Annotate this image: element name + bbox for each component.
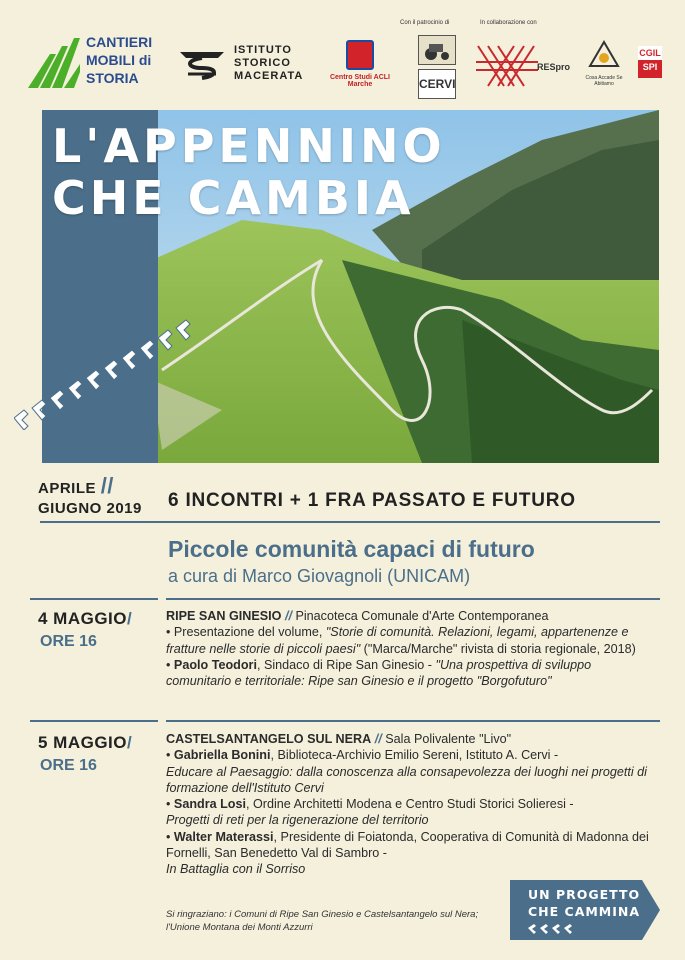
cantieri-bars-icon <box>28 36 80 88</box>
speaker-role: , Presidente di Foiatonda, Cooperativa di Comunità di Madonna dei Fornelli, San Benedetto Val di Sambro - <box>166 829 649 861</box>
date-slash: / <box>127 733 133 752</box>
chevron-arrow-icon <box>14 300 194 430</box>
period-separator: // <box>100 473 114 498</box>
period-label <box>38 473 142 519</box>
acli-emblem-icon <box>346 40 374 70</box>
speaker-role: , Sindaco di Ripe San Ginesio - <box>256 657 436 672</box>
talk-title: Progetti di reti per la rigenerazione del territorio <box>166 813 429 828</box>
talk-title: In Battaglia con il Sorriso <box>166 862 306 877</box>
speaker-name: Sandra Losi <box>173 797 247 812</box>
hero-title-line1: L'APPENNINO <box>52 119 446 173</box>
event-venue: Pinacoteca Comunale d'Arte Contemporanea <box>295 609 549 623</box>
event-date <box>38 733 132 753</box>
section-title: Piccole comunità capaci di futuro <box>168 536 535 562</box>
acli-label: Centro Studi ACLI Marche <box>329 74 390 88</box>
acli-logo <box>320 40 400 90</box>
event-details <box>166 608 652 689</box>
cantieri-line1: CANTIERI <box>86 34 153 50</box>
divider <box>30 720 158 722</box>
cgil-label: CGIL <box>639 48 661 58</box>
bullet: • <box>166 748 174 763</box>
bullet: • <box>166 829 174 844</box>
event-location: RIPE SAN GINESIO <box>166 609 282 623</box>
respro-logo <box>474 40 570 92</box>
divider <box>166 598 660 600</box>
cosa-accade-logo <box>584 40 624 92</box>
divider <box>40 521 660 523</box>
cgil-spi-logo <box>638 46 662 78</box>
separator-mark: // <box>284 609 292 623</box>
cosa-accade-icon <box>584 40 624 70</box>
thanks-note: Si ringraziano: i Comuni di Ripe San Ginesio e Castelsantangelo sul Nera; l'Unione Montana dei Monti Azzurri <box>166 909 479 933</box>
cervi-tractor-icon <box>418 35 456 65</box>
istituto-emblem-icon <box>178 46 226 80</box>
cosa-accade-label: Cosa Accade Se Abitiamo <box>585 75 623 87</box>
patrocinio-label: Con il patrocinio di <box>400 20 450 26</box>
istituto-line3: MACERATA <box>234 70 304 82</box>
cervi-logo <box>418 35 454 97</box>
cantieri-mobili-logo <box>28 30 158 90</box>
speaker-role: , Biblioteca-Archivio Emilio Sereni, Istituto A. Cervi - <box>270 748 559 763</box>
event-details <box>166 731 652 878</box>
project-badge <box>510 880 660 940</box>
respro-lines-icon <box>474 40 540 92</box>
talk-title: Educare al Paesaggio: dalla conoscenza alla consapevolezza dei luoghi nei progetti di formazione dell'Istituto Cervi <box>166 764 647 795</box>
talk-title: "Una prospettiva di sviluppo comunitario e territoriale: Ripe san Ginesio e il progetto "Borgofuturo" <box>166 657 592 689</box>
event-location: CASTELSANTANGELO SUL NERA <box>166 732 372 746</box>
collaborazione-label: In collaborazione con <box>480 20 537 26</box>
event-venue: Sala Polivalente "Livo" <box>385 732 512 746</box>
item-tail: ("Marca/Marche" rivista di storia regionale, 2018) <box>360 641 636 656</box>
istituto-line1: ISTITUTO <box>234 44 292 56</box>
event-date <box>38 609 132 629</box>
bullet: • <box>166 797 174 812</box>
period-line1: APRILE <box>38 480 97 497</box>
istituto-line2: STORICO <box>234 57 291 69</box>
date-slash: / <box>127 609 133 628</box>
cantieri-line2: MOBILI di <box>86 52 152 68</box>
speaker-role: , Ordine Architetti Modena e Centro Studi Storici Solieresi - <box>246 797 574 812</box>
badge-line1: UN PROGETTO <box>528 887 641 902</box>
separator-mark: // <box>374 732 382 746</box>
event-time: ORE 16 <box>40 757 97 774</box>
divider <box>30 598 158 600</box>
hero-title <box>52 120 446 224</box>
period-line2: GIUGNO 2019 <box>38 500 142 517</box>
book-title: "Storie di comunità. Relazioni, legami, appartenenze e fratture nelle storie di piccoli paesi" <box>166 625 629 656</box>
event-date-text: 4 MAGGIO <box>38 609 128 628</box>
bullet: • <box>166 657 174 672</box>
subtitle: 6 INCONTRI + 1 FRA PASSATO E FUTURO <box>168 490 576 511</box>
divider <box>166 720 660 722</box>
speaker-name: Walter Materassi <box>173 829 274 844</box>
istituto-storico-logo <box>178 44 308 84</box>
item-lead: • Presentazione del volume, <box>166 625 326 640</box>
event-time: ORE 16 <box>40 633 97 650</box>
spi-label: SPI <box>642 62 658 72</box>
speaker-name: Paolo Teodori <box>173 657 257 672</box>
badge-line2: CHE CAMMINA <box>528 904 641 919</box>
speaker-name: Gabriella Bonini <box>173 748 271 763</box>
cantieri-line3: STORIA <box>86 70 139 86</box>
hero-title-line2: CHE CAMBIA <box>52 171 415 225</box>
respro-label: RESpro <box>536 62 570 72</box>
cervi-mark: CERVI <box>418 69 456 99</box>
event-date-text: 5 MAGGIO <box>38 733 128 752</box>
curator-line: a cura di Marco Giovagnoli (UNICAM) <box>168 566 471 586</box>
